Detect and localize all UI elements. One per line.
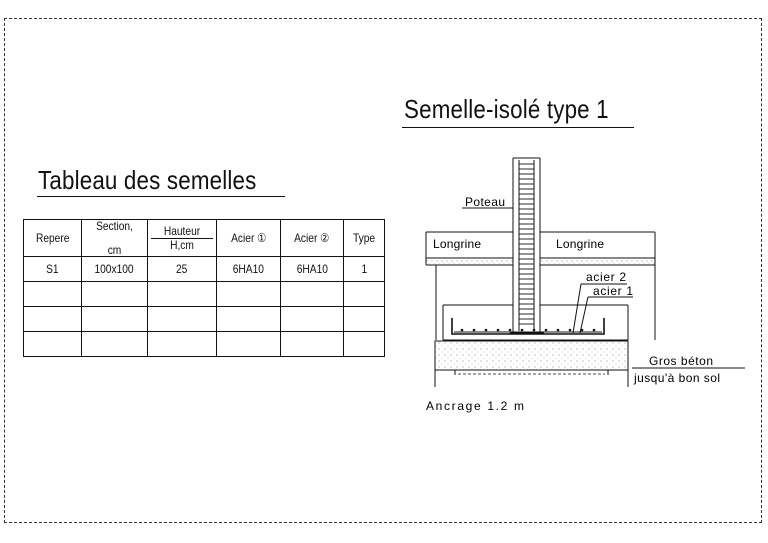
table-cell: 1: [344, 257, 385, 282]
rebar-section: [485, 329, 488, 332]
detail-title: Semelle-isolé type 1: [404, 94, 609, 124]
rebar-section: [461, 329, 464, 332]
rebar-section: [557, 329, 560, 332]
rebar-section: [533, 329, 536, 332]
table-cell: 6HA10: [217, 257, 281, 282]
rebar-section: [593, 329, 596, 332]
rebar-bars: [461, 329, 596, 332]
rebar-section: [509, 329, 512, 332]
header-section: Section, cm: [82, 220, 148, 257]
column-stirrups: [519, 164, 534, 324]
header-type: Type: [344, 220, 385, 257]
label-ancrage: Ancrage 1.2 m: [426, 399, 524, 413]
label-longrine-left: Longrine: [433, 237, 481, 251]
acier1-leader-diag: [580, 297, 588, 333]
header-repere: Repere: [24, 220, 82, 257]
label-longrine-right: Longrine: [556, 237, 604, 251]
header-acier2: Acier ②: [281, 220, 344, 257]
rebar-section: [497, 329, 500, 332]
rebar-section: [569, 329, 572, 332]
header-acier1: Acier ①: [217, 220, 281, 257]
rebar-section: [473, 329, 476, 332]
label-gros-beton: Gros béton: [649, 354, 713, 368]
acier2-leader-diag: [573, 284, 581, 333]
table-cell: S1: [24, 257, 82, 282]
header-hauteur: Hauteur H,cm: [148, 220, 217, 257]
label-acier2: acier 2: [586, 270, 626, 284]
rebar-section: [545, 329, 548, 332]
label-acier1: acier 1: [593, 284, 633, 298]
label-jusqu-a-bon-sol: jusqu'à bon sol: [634, 371, 720, 385]
label-poteau: Poteau: [465, 195, 505, 209]
lean-concrete: [435, 341, 628, 387]
rebar-section: [521, 329, 524, 332]
table-cell: 6HA10: [281, 257, 344, 282]
table-cell: 25: [148, 257, 217, 282]
table-cell: 100x100: [82, 257, 148, 282]
table-title: Tableau des semelles: [38, 165, 257, 195]
